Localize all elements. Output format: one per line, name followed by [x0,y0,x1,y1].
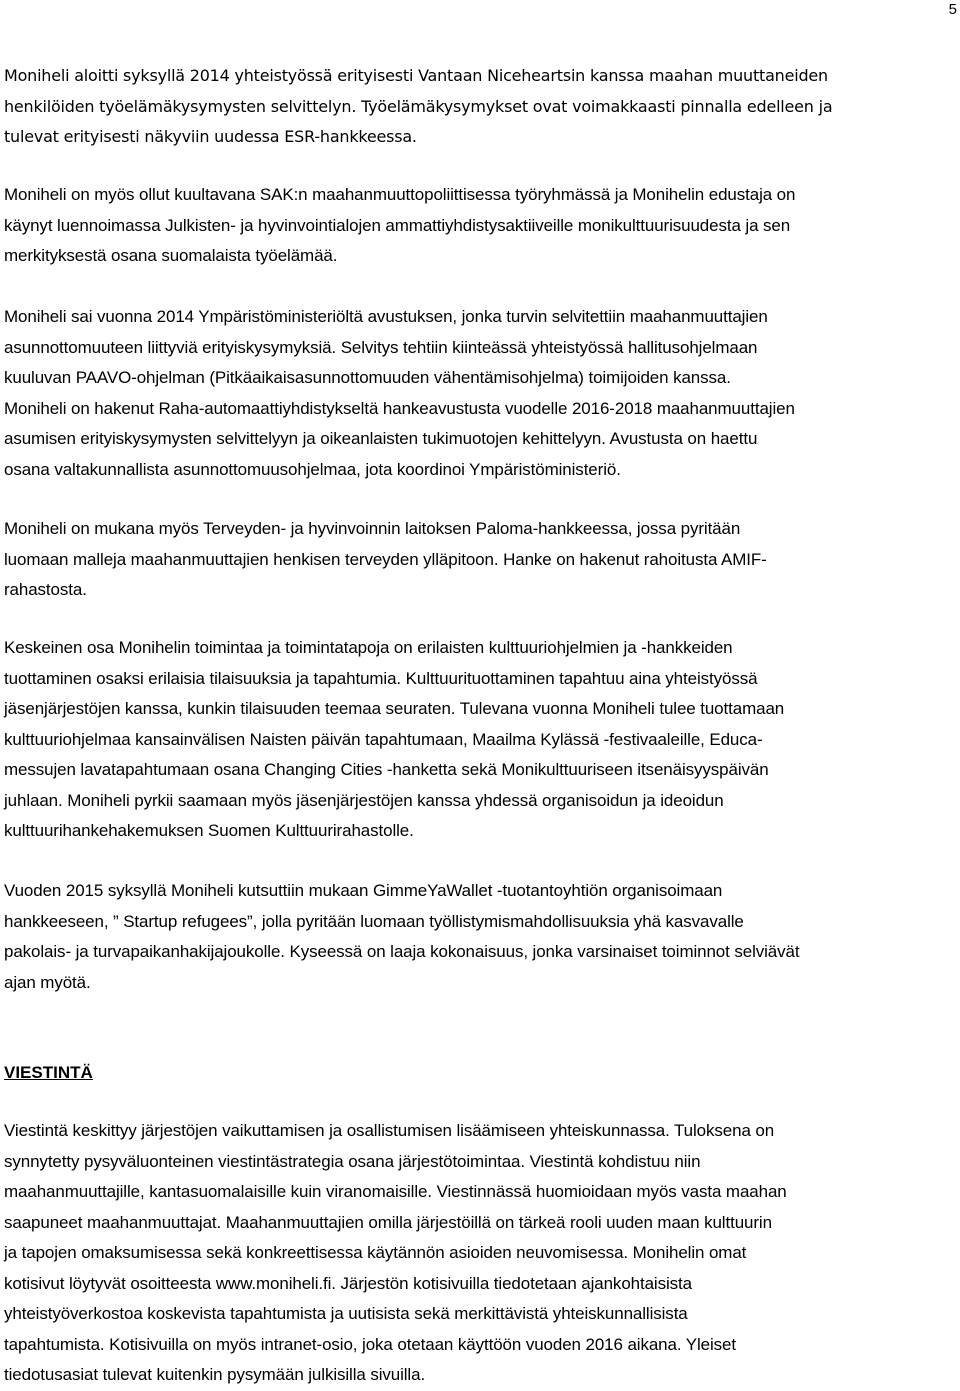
section-heading: VIESTINTÄ [4,1063,93,1082]
paragraph-line: Moniheli on hakenut Raha-automaattiyhdistykseltä hankeavustusta vuodelle 2016-2018 maahanmuuttajien [4,398,795,418]
section-paragraph [4,1116,958,1391]
paragraph-line: Moniheli on myös ollut kuultavana SAK:n maahanmuuttopoliittisessa työryhmässä ja Monihelin edustaja on [4,185,796,204]
paragraph-line: tuottaminen osaksi erilaisia tilaisuuksia ja tapahtumia. Kulttuurituottaminen tapahtuu aina yhteistyössä [4,668,758,688]
paragraph-6 [4,876,958,998]
paragraph-line: Viestintä keskittyy järjestöjen vaikuttamisen ja osallistumisen lisäämiseen yhteiskunnassa. Tuloksena on [4,1121,775,1140]
paragraph-line: henkilöiden työelämäkysymysten selvittelyn. Työelämäkysymykset ovat voimakkaasti pinnalla edelleen ja [4,96,833,116]
paragraph-line: kotisivut löytyvät osoitteesta www.moniheli.fi. Järjestön kotisivuilla tiedotetaan ajankohtaisista [4,1273,692,1293]
paragraph-line: ajan myötä. [4,972,91,992]
paragraph-line: Moniheli sai vuonna 2014 Ympäristöministeriöltä avustuksen, jonka turvin selvitettiin maahanmuuttajien [4,307,768,326]
paragraph-line: tiedotusasiat tulevat kuitenkin pysymään julkisilla sivuilla. [4,1365,426,1384]
paragraph-line: käynyt luennoimassa Julkisten- ja hyvinvointialojen ammattiyhdistysaktiiveille monikulttuurisuudesta ja sen [4,215,791,235]
paragraph-1 [4,61,958,153]
paragraph-line: synnytetty pysyväluonteinen viestintästrategia osana järjestötoimintaa. Viestintä kohdistuu niin [4,1151,701,1171]
paragraph-line: Moniheli on mukana myös Terveyden- ja hyvinvoinnin laitoksen Paloma-hankkeessa, jossa pyritään [4,519,741,538]
paragraph-5 [4,633,958,847]
page-number: 5 [948,1,957,18]
paragraph-line: kuuluvan PAAVO-ohjelman (Pitkäaikaisasunnottomuuden vähentämisohjelma) toimijoiden kanssa. [4,368,731,387]
paragraph-line: juhlaan. Moniheli pyrkii saamaan myös jäsenjärjestöjen kanssa yhdessä organisoidun ja ideoidun [4,790,724,810]
paragraph-line: Keskeinen osa Monihelin toimintaa ja toimintatapoja on erilaisten kulttuuriohjelmien ja -hankkeiden [4,638,733,657]
paragraph-line: Moniheli aloitti syksyllä 2014 yhteistyössä erityisesti Vantaan Niceheartsin kanssa maahan muuttaneiden [4,66,828,85]
paragraph-line: merkityksestä osana suomalaista työelämää. [4,246,338,265]
paragraph-4 [4,514,958,606]
paragraph-line: asunnottomuuteen liittyviä erityiskysymyksiä. Selvitys tehtiin kiinteässä yhteistyössä hallitusohjelmaan [4,337,758,357]
paragraph-line: ja tapojen omaksumisessa sekä konkreettisessa käytännön asioiden neuvomisessa. Monihelin omat [4,1243,747,1262]
paragraph-line: saapuneet maahanmuuttajat. Maahanmuuttajien omilla järjestöillä on tärkeä rooli uuden maan kulttuurin [4,1212,772,1232]
paragraph-line: kulttuurihankehakemuksen Suomen Kulttuurirahastolle. [4,821,414,840]
paragraph-line: rahastosta. [4,580,87,599]
paragraph-line: asumisen erityiskysymysten selvittelyyn ja oikeanlaisten tukimuotojen kehittelyyn. Avustusta on haettu [4,429,758,448]
paragraph-line: Vuoden 2015 syksyllä Moniheli kutsuttiin mukaan GimmeYaWallet -tuotantoyhtiön organisoimaan [4,881,723,900]
paragraph-line: pakolais- ja turvapaikanhakijajoukolle. Kyseessä on laaja kokonaisuus, jonka varsinaiset toiminnot selviävät [4,942,800,961]
paragraph-line: jäsenjärjestöjen kanssa, kunkin tilaisuuden teemaa seuraten. Tulevana vuonna Moniheli tulee tuottamaan [4,699,785,718]
paragraph-line: tulevat erityisesti näkyviin uudessa ESR-hankkeessa. [4,127,417,146]
paragraph-2 [4,180,958,272]
paragraph-line: tapahtumista. Kotisivuilla on myös intranet-osio, joka otetaan käyttöön vuoden 2016 aikana. Yleiset [4,1334,736,1354]
paragraph-line: maahanmuuttajille, kantasuomalaisille kuin viranomaisille. Viestinnässä huomioidaan myös vasta maahan [4,1182,787,1201]
paragraph-line: yhteistyöverkostoa koskevista tapahtumista ja uutisista sekä merkittävistä yhteiskunnallisista [4,1304,688,1323]
paragraph-line: messujen lavatapahtumaan osana Changing Cities -hanketta sekä Monikulttuuriseen itsenäisyyspäivän [4,760,769,779]
paragraph-line: osana valtakunnallista asunnottomuusohjelmaa, jota koordinoi Ympäristöministeriö. [4,459,621,479]
paragraph-line: luomaan malleja maahanmuuttajien henkisen terveyden ylläpitoon. Hanke on hakenut rahoitusta AMIF- [4,549,767,569]
paragraph-3 [4,302,958,485]
paragraph-line: hankkeeseen, ” Startup refugees”, jolla pyritään luomaan työllistymismahdollisuuksia yhä kasvavalle [4,911,744,931]
paragraph-line: kulttuuriohjelmaa kansainvälisen Naisten päivän tapahtumaan, Maailma Kylässä -festivaaleille, Educa- [4,729,763,749]
